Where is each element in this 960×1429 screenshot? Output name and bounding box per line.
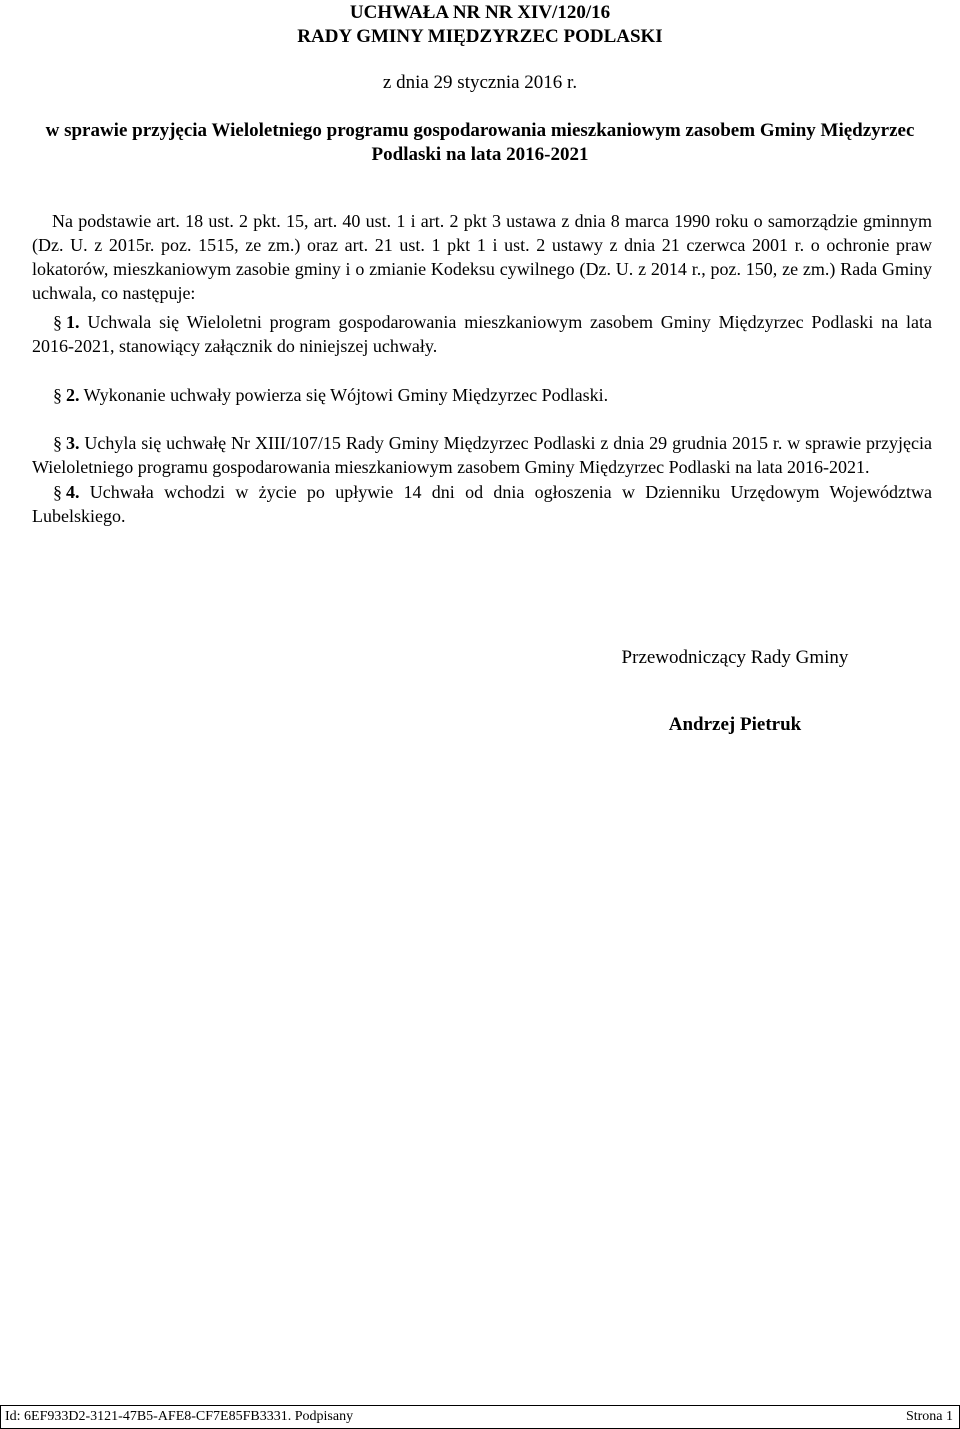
paragraph-2 [32,383,932,407]
legal-basis-preamble [32,209,932,305]
section-symbol: § [53,482,62,502]
page-number: Strona 1 [905,1409,953,1424]
paragraph-number: 1. [66,312,80,332]
paragraph-4 [32,480,932,528]
signatory-role: Przewodniczący Rady Gminy [621,647,849,668]
paragraph-number: 4. [66,482,80,502]
document-footer [0,1405,960,1429]
paragraph-3 [32,431,932,479]
paragraph-text: Uchwała wchodzi w życie po upływie 14 dni od dnia ogłoszenia w Dzienniku Urzędowym Województwa Lubelskiego. [32,482,932,526]
paragraph-text: Wykonanie uchwały powierza się Wójtowi Gminy Międzyrzec Podlaski. [79,385,609,405]
preamble-text: Na podstawie art. 18 ust. 2 pkt. 15, art. 40 ust. 1 i art. 2 pkt 3 ustawa z dnia 8 marca 1990 roku o samorządzie gminnym (Dz. U. z 2015r. poz. 1515, ze zm.) oraz art. 21 ust. 1 pkt 1 i ust. 2 ustawy z dnia 21 czerwca 2001 r. o ochronie praw lokatorów, mieszkaniowym zasobie gminy i o zmianie Kodeksu cywilnego (Dz. U. z 2014 r., poz. 150, ze zm.) Rada Gminy uchwala, co następuje: [32,211,932,303]
paragraph-number: 3. [66,433,80,453]
council-name: RADY GMINY MIĘDZYRZEC PODLASKI [297,26,663,47]
section-symbol: § [53,312,62,332]
section-symbol: § [53,385,62,405]
section-symbol: § [53,433,62,453]
resolution-subject: w sprawie przyjęcia Wieloletniego programu gospodarowania mieszkaniowym zasobem Gminy Międzyrzec Podlaski na lata 2016-2021 [45,120,915,165]
paragraph-text: Uchwala się Wieloletni program gospodarowania mieszkaniowym zasobem Gminy Międzyrzec Podlaski na lata 2016-2021, stanowiący załącznik do niniejszej uchwały. [32,312,932,356]
paragraph-text: Uchyla się uchwałę Nr XIII/107/15 Rady Gminy Międzyrzec Podlaski z dnia 29 grudnia 2015 r. w sprawie przyjęcia Wieloletniego programu gospodarowania mieszkaniowym zasobem Gminy Międzyrzec Podlaski na lata 2016-2021. [32,433,932,477]
resolution-date: z dnia 29 stycznia 2016 r. [382,72,578,93]
document-id: Id: 6EF933D2-3121-47B5-AFE8-CF7E85FB3331. Podpisany [5,1409,354,1424]
signatory-name: Andrzej Pietruk [668,714,802,735]
paragraph-number: 2. [66,385,80,405]
paragraph-1 [32,310,932,358]
resolution-number: UCHWAŁA NR NR XIV/120/16 [349,2,611,23]
